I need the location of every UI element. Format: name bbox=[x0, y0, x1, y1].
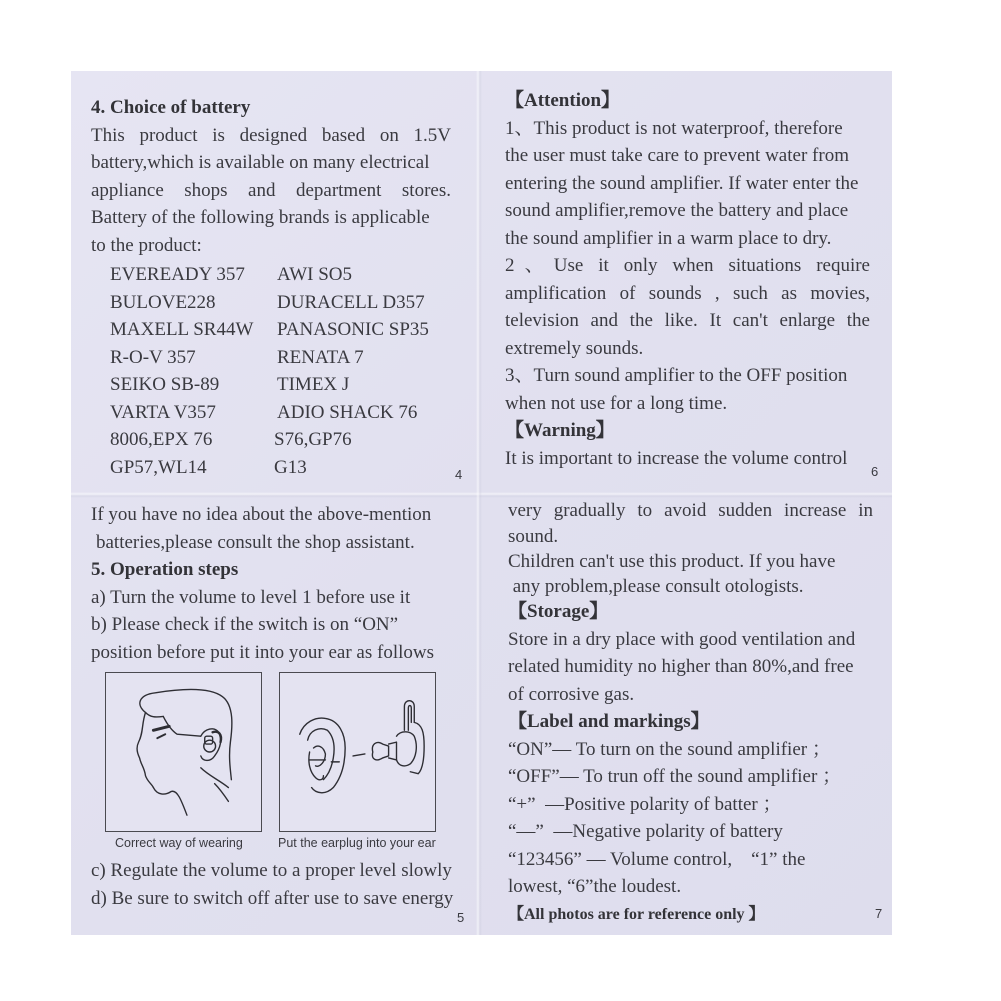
step-line: d) Be sure to switch off after use to save energy bbox=[91, 887, 454, 909]
marking-line: “123456” — Volume control, “1” the bbox=[508, 848, 806, 870]
paragraph-line: appliance shops and department stores. bbox=[91, 179, 451, 201]
page-number: 6 bbox=[871, 464, 879, 479]
reference-note: 【All photos are for reference only 】 bbox=[508, 905, 765, 923]
brand-row bbox=[110, 454, 451, 482]
page-7 bbox=[508, 497, 873, 928]
paragraph-line: 1、This product is not waterproof, therefore bbox=[505, 117, 843, 139]
brand-name: R-O-V 357 bbox=[110, 346, 196, 368]
paragraph-line: If you have no idea about the above-mention bbox=[91, 504, 432, 525]
paragraph-line: Children can't use this product. If you have bbox=[508, 550, 836, 572]
section-heading-battery: 4. Choice of battery bbox=[91, 97, 251, 118]
brand-name: AWI SO5 bbox=[277, 264, 352, 285]
paragraph-line: the user must take care to prevent water from bbox=[505, 145, 849, 166]
paragraph-line: related humidity no higher than 80%,and free bbox=[508, 656, 854, 677]
page-number: 5 bbox=[457, 910, 465, 925]
brand-row bbox=[110, 289, 451, 317]
marking-line: “+” —Positive polarity of batter ； bbox=[508, 793, 782, 815]
page-5 bbox=[91, 501, 461, 666]
paragraph-line: the sound amplifier in a warm place to dry. bbox=[505, 227, 832, 249]
figure-caption: Correct way of wearing bbox=[115, 836, 243, 850]
step-line: b) Please check if the switch is on “ON” bbox=[91, 614, 399, 635]
brand-name: GP57,WL14 bbox=[110, 456, 207, 478]
attention-heading: 【Attention】 bbox=[505, 90, 621, 111]
brand-row bbox=[110, 344, 451, 372]
page-5-steps-cd bbox=[91, 857, 461, 912]
brand-name: G13 bbox=[274, 456, 307, 478]
page-number: 7 bbox=[875, 906, 883, 921]
paragraph-line: entering the sound amplifier. If water enter the bbox=[505, 172, 859, 194]
brand-name: S76,GP76 bbox=[274, 429, 352, 450]
brand-row bbox=[110, 371, 451, 399]
brand-name: SEIKO SB-89 bbox=[110, 374, 220, 395]
page-4 bbox=[91, 94, 451, 481]
brand-name: EVEREADY 357 bbox=[110, 264, 245, 285]
brand-name: MAXELL SR44W bbox=[110, 319, 254, 340]
paragraph-line: when not use for a long time. bbox=[505, 392, 728, 414]
paragraph-line: battery,which is available on many electrical bbox=[91, 152, 430, 173]
figure-caption: Put the earplug into your ear bbox=[278, 836, 436, 850]
marking-line: “—” —Negative polarity of battery bbox=[508, 821, 783, 842]
wearing-figures bbox=[105, 672, 440, 852]
brand-name: DURACELL D357 bbox=[277, 291, 425, 313]
paragraph-line: television and the like. It can't enlarge the bbox=[505, 310, 870, 331]
brand-name: ADIO SHACK 76 bbox=[277, 401, 418, 423]
paragraph-line: extremely sounds. bbox=[505, 337, 644, 359]
paragraph-line: any problem,please consult otologists. bbox=[508, 576, 804, 597]
figure-earplug-insert bbox=[279, 672, 436, 832]
step-line: a) Turn the volume to level 1 before use it bbox=[91, 586, 411, 608]
marking-line: “ON”— To turn on the sound amplifier ； bbox=[508, 738, 831, 760]
paragraph-line: sound. bbox=[508, 525, 559, 547]
step-line: position before put it into your ear as follows bbox=[91, 641, 434, 663]
step-line: c) Regulate the volume to a proper level slowly bbox=[91, 860, 452, 881]
brand-name: BULOVE228 bbox=[110, 291, 216, 313]
paragraph-line: Store in a dry place with good ventilation and bbox=[508, 628, 856, 650]
battery-brand-list bbox=[110, 261, 451, 481]
paragraph-line: of corrosive gas. bbox=[508, 683, 635, 705]
section-heading-operation: 5. Operation steps bbox=[91, 559, 239, 580]
page-6 bbox=[505, 87, 870, 472]
brand-name: TIMEX J bbox=[277, 374, 350, 395]
paragraph-line: sound amplifier,remove the battery and place bbox=[505, 200, 849, 221]
warning-heading: 【Warning】 bbox=[505, 420, 615, 441]
brand-row bbox=[110, 399, 451, 427]
paragraph-line: 2、Use it only when situations require bbox=[505, 255, 870, 276]
label-markings-heading: 【Label and markings】 bbox=[508, 711, 710, 732]
paragraph-line: batteries,please consult the shop assistant. bbox=[96, 531, 415, 553]
figure-correct-wearing bbox=[105, 672, 262, 832]
paragraph-line: 3、Turn sound amplifier to the OFF position bbox=[505, 365, 848, 386]
paragraph-line: very gradually to avoid sudden increase in bbox=[508, 500, 873, 521]
marking-line: lowest, “6”the loudest. bbox=[508, 876, 682, 897]
marking-line: “OFF”— To trun off the sound amplifier ； bbox=[508, 766, 842, 787]
paragraph-line: to the product: bbox=[91, 234, 202, 256]
storage-heading: 【Storage】 bbox=[508, 601, 609, 622]
brand-name: RENATA 7 bbox=[277, 346, 364, 368]
brand-row bbox=[110, 316, 451, 344]
brand-name: VARTA V357 bbox=[110, 401, 216, 423]
paragraph-line: This product is designed based on 1.5V bbox=[91, 124, 451, 146]
brand-row bbox=[110, 426, 451, 454]
brand-name: PANASONIC SP35 bbox=[277, 319, 429, 340]
brand-name: 8006,EPX 76 bbox=[110, 429, 213, 450]
brand-row bbox=[110, 261, 451, 289]
head-wearing-earpiece-illustration bbox=[106, 673, 261, 831]
ear-and-earplug-illustration bbox=[280, 673, 435, 831]
paragraph-line: Battery of the following brands is applicable bbox=[91, 207, 430, 228]
page-number: 4 bbox=[455, 467, 463, 482]
paragraph-line: It is important to increase the volume control bbox=[505, 447, 848, 469]
paragraph-line: amplification of sounds , such as movies, bbox=[505, 282, 870, 304]
